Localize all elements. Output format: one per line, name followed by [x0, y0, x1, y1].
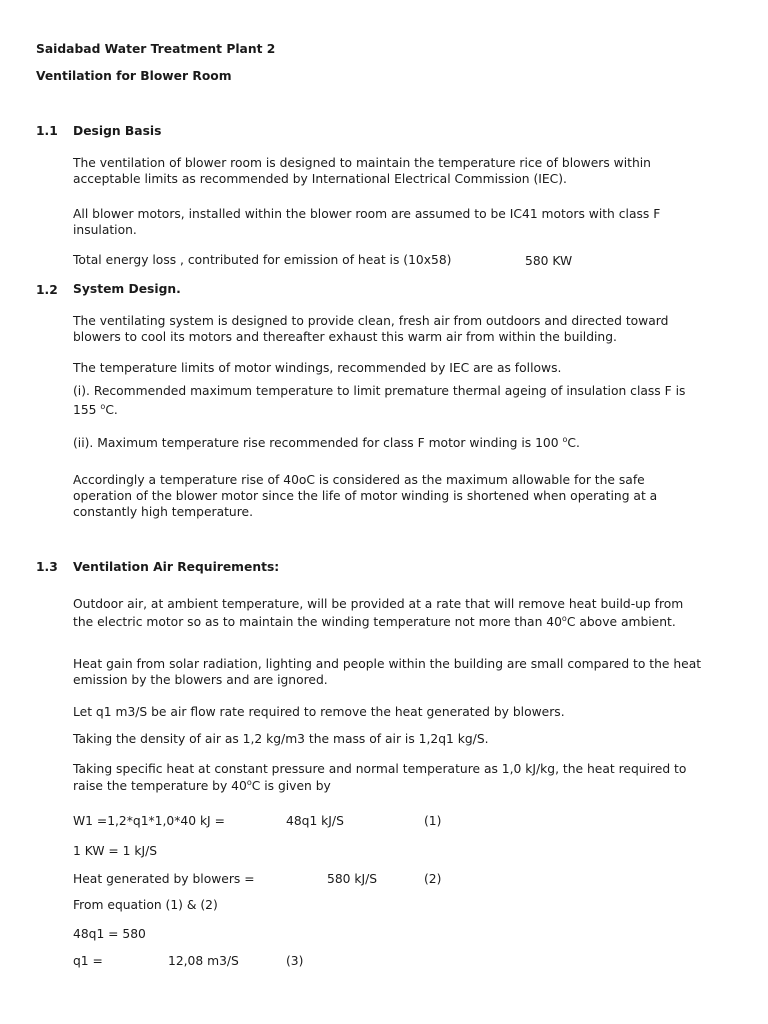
ventilation-paragraph-2: Heat gain from solar radiation, lighting and people within the building are small compared to the heat emission by the blowers and are ignored.: [73, 657, 702, 687]
equation-3-value: 12,08 m3/S: [168, 954, 239, 968]
from-equation-text: From equation (1) & (2): [73, 898, 218, 912]
section-title-system-design: System Design.: [73, 282, 181, 296]
energy-loss-label: Total energy loss , contributed for emission of heat is (10x58): [73, 253, 452, 267]
section-number-1-1: 1.1: [36, 124, 58, 138]
section-title-design-basis: Design Basis: [73, 124, 162, 138]
ventilation-paragraph-4: Taking the density of air as 1,2 kg/m3 the mass of air is 1,2q1 kg/S.: [73, 732, 489, 746]
equation-2-value: 580 kJ/S: [327, 872, 378, 886]
design-basis-paragraph-1: The ventilation of blower room is designed to maintain the temperature rice of blowers within acceptable limits as recommended by International Electrical Commission (IEC).: [73, 156, 651, 186]
combined-equation: 48q1 = 580: [73, 927, 146, 941]
system-design-paragraph-2: The temperature limits of motor windings, recommended by IEC are as follows.: [73, 361, 562, 375]
system-design-paragraph-5: Accordingly a temperature rise of 40oC is considered as the maximum allowable for the safe operation of the blower motor since the life of motor winding is shortened when operating at a constantly high temperature.: [73, 473, 658, 519]
unit-conversion: 1 KW = 1 kJ/S: [73, 844, 158, 858]
temperature-limit-item-2: (ii). Maximum temperature rise recommended for class F motor winding is 100 $^o$C.: [73, 435, 580, 450]
equation-2-number: (2): [424, 872, 442, 886]
section-number-1-3: 1.3: [36, 560, 58, 574]
section-number-1-2: 1.2: [36, 283, 58, 297]
ventilation-paragraph-1: Outdoor air, at ambient temperature, will be provided at a rate that will remove heat build-up from the electric motor so as to maintain the winding temperature not more than 40$^o$C above ambient.: [73, 597, 684, 629]
ventilation-paragraph-3: Let q1 m3/S be air flow rate required to remove the heat generated by blowers.: [73, 705, 565, 719]
document-title: Saidabad Water Treatment Plant 2: [36, 42, 276, 56]
temperature-limit-item-1: (i). Recommended maximum temperature to limit premature thermal ageing of insulation class F is 155 $^o$C.: [73, 384, 686, 417]
equation-3-lhs: q1 =: [73, 954, 103, 968]
equation-3-number: (3): [286, 954, 304, 968]
energy-loss-value: 580 KW: [525, 254, 573, 268]
system-design-paragraph-1: The ventilating system is designed to provide clean, fresh air from outdoors and directed toward blowers to cool its motors and thereafter exhaust this warm air from within the building.: [73, 314, 669, 344]
design-basis-paragraph-2: All blower motors, installed within the blower room are assumed to be IC41 motors with class F insulation.: [73, 207, 661, 237]
section-title-ventilation-air: Ventilation Air Requirements:: [73, 560, 280, 574]
equation-2-lhs: Heat generated by blowers =: [73, 872, 255, 886]
equation-1-value: 48q1 kJ/S: [286, 814, 344, 828]
equation-1-lhs: W1 =1,2*q1*1,0*40 kJ =: [73, 814, 225, 828]
document-subtitle: Ventilation for Blower Room: [36, 69, 232, 83]
ventilation-paragraph-5: Taking specific heat at constant pressure and normal temperature as 1,0 kJ/kg, the heat required to raise the temperature by 40$^o$C is given by: [73, 762, 687, 793]
equation-1-number: (1): [424, 814, 442, 828]
